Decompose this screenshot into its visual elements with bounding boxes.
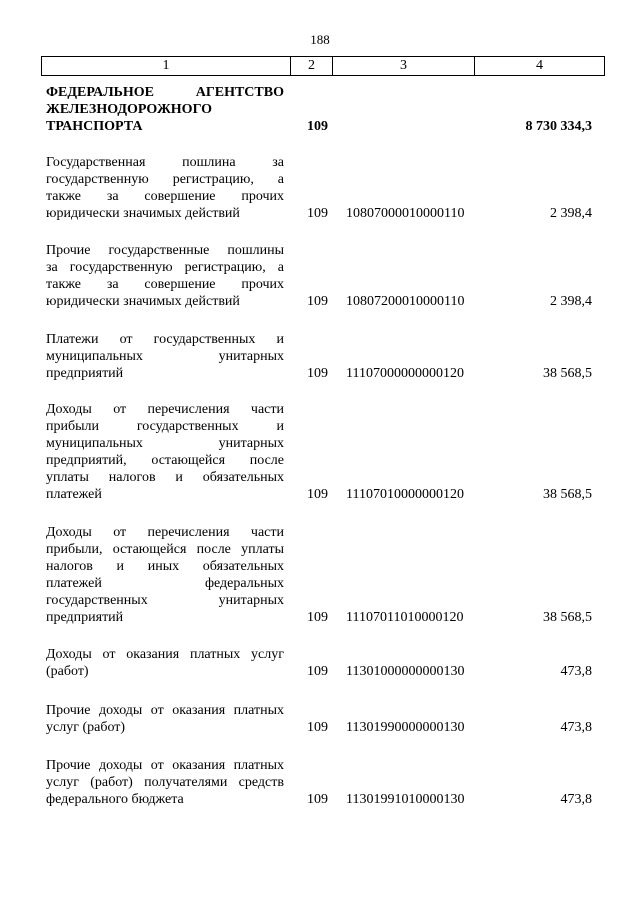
row-admin: 109 bbox=[307, 610, 328, 625]
row-admin: 109 bbox=[307, 487, 328, 502]
row-name: Государственная пошлина за государственную регистрацию, а также за совершение прочих юридически значимых действий bbox=[46, 155, 284, 221]
header-col-4: 4 bbox=[536, 58, 543, 73]
row-name: Доходы от оказания платных услуг (работ) bbox=[46, 647, 284, 679]
row-code: 11107011010000120 bbox=[346, 610, 464, 625]
row-name: Платежи от государственных и муниципальных унитарных предприятий bbox=[46, 332, 284, 381]
row-code: 11301990000000130 bbox=[346, 720, 465, 735]
row-name: Прочие доходы от оказания платных услуг (работ) получателями средств федерального бюджета bbox=[46, 758, 284, 807]
table-row bbox=[0, 646, 640, 680]
row-amount: 2 398,4 bbox=[550, 294, 592, 309]
table-row bbox=[0, 242, 640, 310]
row-admin: 109 bbox=[307, 366, 328, 381]
row-admin: 109 bbox=[307, 294, 328, 309]
row-amount: 38 568,5 bbox=[543, 610, 592, 625]
row-name: Прочие доходы от оказания платных услуг (работ) bbox=[46, 703, 284, 735]
row-admin: 109 bbox=[307, 792, 328, 807]
row-admin: 109 bbox=[307, 720, 328, 735]
row-name: ФЕДЕРАЛЬНОЕ АГЕНТСТВО ЖЕЛЕЗНОДОРОЖНОГО ТРАНСПОРТА bbox=[46, 85, 284, 134]
row-admin: 109 bbox=[307, 664, 328, 679]
row-code: 11301000000000130 bbox=[346, 664, 465, 679]
row-amount: 473,8 bbox=[560, 664, 592, 679]
header-col-3: 3 bbox=[333, 57, 475, 75]
row-amount: 473,8 bbox=[560, 792, 592, 807]
header-col-1: 1 bbox=[42, 57, 291, 75]
table-row bbox=[0, 702, 640, 736]
row-amount: 38 568,5 bbox=[543, 366, 592, 381]
row-name: Доходы от перечисления части прибыли государственных и муниципальных унитарных предприятий, остающейся после уплаты налогов и обязательных платежей bbox=[46, 402, 284, 502]
table-row bbox=[0, 757, 640, 808]
row-name: Прочие государственные пошлины за государственную регистрацию, а также за совершение прочих юридически значимых действий bbox=[46, 243, 284, 309]
table-row bbox=[0, 524, 640, 626]
table-header bbox=[41, 56, 605, 76]
row-code: 10807000010000110 bbox=[346, 206, 465, 221]
table-row bbox=[0, 331, 640, 382]
row-admin: 109 bbox=[307, 206, 328, 221]
row-code: 11107010000000120 bbox=[346, 487, 464, 502]
row-name: Доходы от перечисления части прибыли, остающейся после уплаты налогов и иных обязательных платежей федеральных государственных унитарных предприятий bbox=[46, 525, 284, 625]
table-row-agency bbox=[0, 84, 640, 135]
row-amount: 8 730 334,3 bbox=[525, 119, 592, 134]
table-row bbox=[0, 401, 640, 503]
row-code: 10807200010000110 bbox=[346, 294, 465, 309]
row-code: 11301991010000130 bbox=[346, 792, 465, 807]
row-amount: 473,8 bbox=[560, 720, 592, 735]
page-number: 188 bbox=[310, 32, 330, 47]
row-amount: 2 398,4 bbox=[550, 206, 592, 221]
header-col-2: 2 bbox=[291, 57, 333, 75]
row-admin: 109 bbox=[307, 119, 328, 134]
row-amount: 38 568,5 bbox=[543, 487, 592, 502]
table-row bbox=[0, 154, 640, 222]
row-code: 11107000000000120 bbox=[346, 366, 464, 381]
